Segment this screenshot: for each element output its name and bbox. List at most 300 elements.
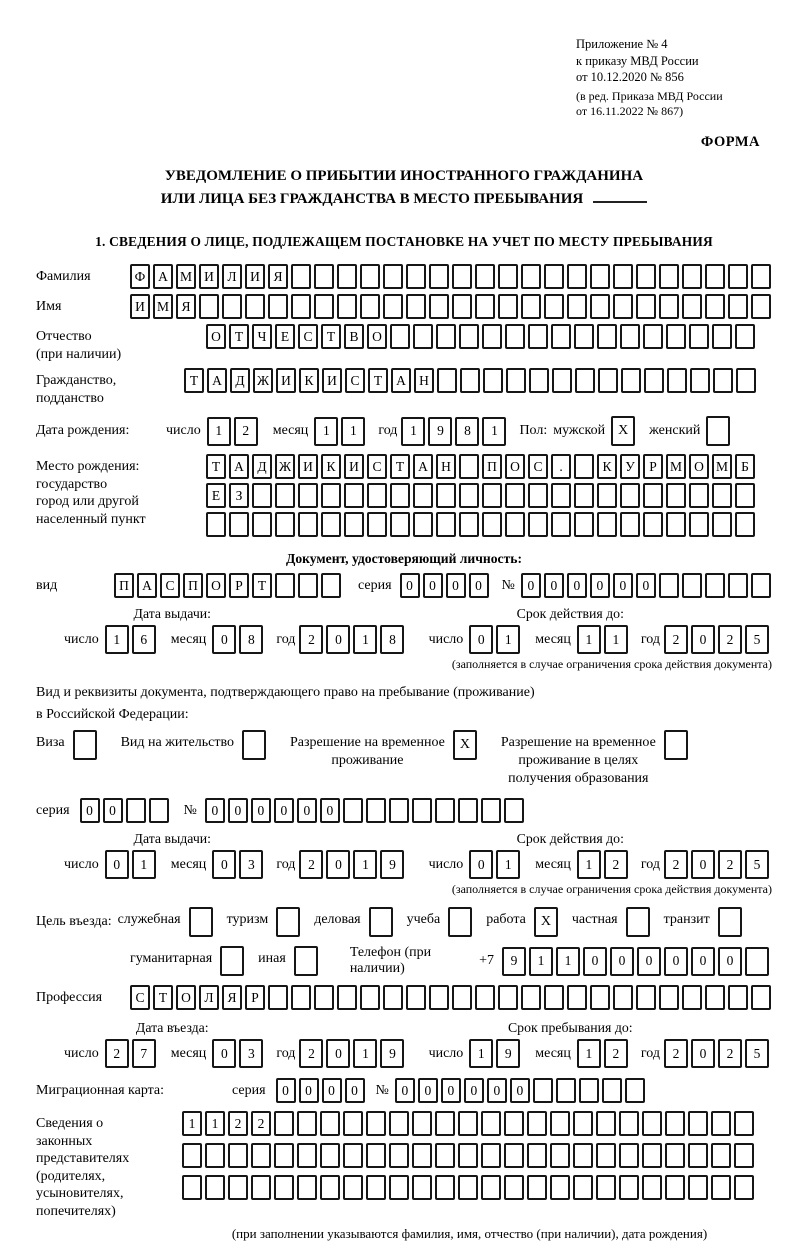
option-temp-residence-education[interactable] <box>501 730 688 789</box>
doc-number-boxes[interactable] <box>521 573 774 598</box>
char-box[interactable] <box>711 1175 731 1200</box>
char-box[interactable] <box>482 324 502 349</box>
char-box[interactable] <box>619 1143 639 1168</box>
char-box[interactable] <box>636 294 656 319</box>
birthplace-row2-boxes[interactable] <box>206 483 758 508</box>
char-box[interactable]: 1 <box>577 850 601 879</box>
res-issue-year-boxes[interactable] <box>299 850 407 879</box>
char-box[interactable] <box>459 512 479 537</box>
option-residence-permit[interactable] <box>121 730 266 760</box>
char-box[interactable] <box>275 512 295 537</box>
char-box[interactable] <box>575 368 595 393</box>
char-box[interactable] <box>528 512 548 537</box>
option-official[interactable] <box>118 907 213 937</box>
char-box[interactable] <box>459 324 479 349</box>
char-box[interactable] <box>475 264 495 289</box>
char-box[interactable] <box>579 1078 599 1103</box>
char-box[interactable] <box>360 294 380 319</box>
res-valid-month-boxes[interactable] <box>577 850 631 879</box>
char-box[interactable]: 0 <box>441 1078 461 1103</box>
char-box[interactable]: О <box>505 454 525 479</box>
char-box[interactable]: 0 <box>691 625 715 654</box>
char-box[interactable]: Я <box>268 264 288 289</box>
char-box[interactable] <box>505 483 525 508</box>
humanitarian-checkbox[interactable] <box>220 946 244 976</box>
char-box[interactable] <box>452 294 472 319</box>
char-box[interactable]: В <box>344 324 364 349</box>
other-checkbox[interactable] <box>294 946 318 976</box>
char-box[interactable] <box>343 1143 363 1168</box>
char-box[interactable]: 0 <box>423 573 443 598</box>
char-box[interactable]: 0 <box>469 573 489 598</box>
char-box[interactable] <box>751 573 771 598</box>
citizenship-boxes[interactable] <box>184 368 759 393</box>
char-box[interactable] <box>343 1175 363 1200</box>
char-box[interactable]: 0 <box>544 573 564 598</box>
char-box[interactable]: 3 <box>239 850 263 879</box>
char-box[interactable]: Р <box>229 573 249 598</box>
stay-year-boxes[interactable] <box>664 1039 772 1068</box>
char-box[interactable] <box>735 483 755 508</box>
char-box[interactable]: 2 <box>228 1111 248 1136</box>
char-box[interactable] <box>504 1143 524 1168</box>
char-box[interactable] <box>602 1078 622 1103</box>
char-box[interactable] <box>751 985 771 1010</box>
char-box[interactable] <box>245 294 265 319</box>
char-box[interactable]: 1 <box>105 625 129 654</box>
option-work[interactable] <box>486 907 558 937</box>
char-box[interactable]: 0 <box>322 1078 342 1103</box>
char-box[interactable]: 9 <box>502 947 526 976</box>
char-box[interactable] <box>412 1111 432 1136</box>
char-box[interactable] <box>590 985 610 1010</box>
profession-boxes[interactable] <box>130 985 774 1010</box>
char-box[interactable] <box>551 324 571 349</box>
char-box[interactable] <box>551 483 571 508</box>
char-box[interactable] <box>252 512 272 537</box>
char-box[interactable]: 7 <box>132 1039 156 1068</box>
char-box[interactable]: 0 <box>510 1078 530 1103</box>
char-box[interactable]: Т <box>252 573 272 598</box>
char-box[interactable]: 1 <box>353 625 377 654</box>
char-box[interactable]: 2 <box>718 1039 742 1068</box>
char-box[interactable] <box>521 264 541 289</box>
char-box[interactable] <box>297 1143 317 1168</box>
char-box[interactable] <box>413 483 433 508</box>
birthplace-row3-boxes[interactable] <box>206 512 758 537</box>
char-box[interactable]: Р <box>245 985 265 1010</box>
char-box[interactable]: 0 <box>400 573 420 598</box>
char-box[interactable]: 0 <box>464 1078 484 1103</box>
char-box[interactable]: Д <box>230 368 250 393</box>
entry-year-boxes[interactable] <box>299 1039 407 1068</box>
char-box[interactable] <box>528 483 548 508</box>
doc-issue-day-boxes[interactable] <box>105 625 159 654</box>
char-box[interactable] <box>625 1078 645 1103</box>
char-box[interactable] <box>552 368 572 393</box>
char-box[interactable]: 2 <box>299 850 323 879</box>
char-box[interactable] <box>389 1143 409 1168</box>
char-box[interactable] <box>521 294 541 319</box>
residence-permit-checkbox[interactable] <box>242 730 266 760</box>
char-box[interactable] <box>390 512 410 537</box>
char-box[interactable]: Н <box>436 454 456 479</box>
option-visa[interactable] <box>36 730 97 760</box>
char-box[interactable] <box>389 798 409 823</box>
char-box[interactable] <box>229 512 249 537</box>
char-box[interactable] <box>596 1143 616 1168</box>
char-box[interactable]: 0 <box>590 573 610 598</box>
char-box[interactable] <box>598 368 618 393</box>
char-box[interactable]: 0 <box>80 798 100 823</box>
char-box[interactable]: 1 <box>132 850 156 879</box>
char-box[interactable]: 0 <box>345 1078 365 1103</box>
char-box[interactable] <box>275 573 295 598</box>
res-valid-year-boxes[interactable] <box>664 850 772 879</box>
char-box[interactable] <box>574 324 594 349</box>
char-box[interactable] <box>482 512 502 537</box>
char-box[interactable]: 2 <box>604 850 628 879</box>
option-study[interactable] <box>407 907 473 937</box>
char-box[interactable]: Ч <box>252 324 272 349</box>
char-box[interactable] <box>337 264 357 289</box>
char-box[interactable] <box>268 985 288 1010</box>
char-box[interactable] <box>274 1175 294 1200</box>
private-checkbox[interactable] <box>626 907 650 937</box>
char-box[interactable]: 0 <box>567 573 587 598</box>
char-box[interactable] <box>481 1175 501 1200</box>
char-box[interactable] <box>688 1175 708 1200</box>
char-box[interactable] <box>251 1175 271 1200</box>
char-box[interactable] <box>597 324 617 349</box>
char-box[interactable] <box>667 368 687 393</box>
char-box[interactable]: П <box>183 573 203 598</box>
char-box[interactable] <box>390 483 410 508</box>
char-box[interactable]: 8 <box>239 625 263 654</box>
char-box[interactable]: Т <box>321 324 341 349</box>
char-box[interactable]: 0 <box>691 947 715 976</box>
char-box[interactable] <box>666 512 686 537</box>
entry-day-boxes[interactable] <box>105 1039 159 1068</box>
char-box[interactable] <box>291 264 311 289</box>
char-box[interactable] <box>337 985 357 1010</box>
option-tourism[interactable] <box>227 907 301 937</box>
temp-residence-checkbox[interactable]: X <box>453 730 477 760</box>
doc-series-boxes[interactable] <box>400 573 492 598</box>
char-box[interactable]: Ф <box>130 264 150 289</box>
char-box[interactable] <box>551 512 571 537</box>
char-box[interactable]: 0 <box>637 947 661 976</box>
option-transit[interactable] <box>664 907 742 937</box>
temp-residence-edu-checkbox[interactable] <box>664 730 688 760</box>
char-box[interactable] <box>344 512 364 537</box>
char-box[interactable] <box>712 324 732 349</box>
char-box[interactable] <box>567 294 587 319</box>
char-box[interactable] <box>533 1078 553 1103</box>
char-box[interactable] <box>343 798 363 823</box>
char-box[interactable] <box>481 1111 501 1136</box>
char-box[interactable]: 0 <box>636 573 656 598</box>
char-box[interactable] <box>745 947 769 976</box>
char-box[interactable]: И <box>322 368 342 393</box>
char-box[interactable]: 0 <box>212 1039 236 1068</box>
char-box[interactable]: С <box>367 454 387 479</box>
char-box[interactable] <box>429 264 449 289</box>
char-box[interactable]: 0 <box>521 573 541 598</box>
char-box[interactable] <box>475 294 495 319</box>
option-business[interactable] <box>314 907 392 937</box>
char-box[interactable] <box>321 573 341 598</box>
res-series-boxes[interactable] <box>80 798 172 823</box>
char-box[interactable] <box>435 1143 455 1168</box>
char-box[interactable] <box>298 483 318 508</box>
char-box[interactable] <box>712 512 732 537</box>
char-box[interactable] <box>705 985 725 1010</box>
char-box[interactable]: 0 <box>326 625 350 654</box>
char-box[interactable]: 2 <box>604 1039 628 1068</box>
char-box[interactable] <box>544 985 564 1010</box>
char-box[interactable]: 0 <box>299 1078 319 1103</box>
char-box[interactable] <box>659 294 679 319</box>
char-box[interactable]: 0 <box>691 850 715 879</box>
char-box[interactable] <box>751 264 771 289</box>
char-box[interactable]: А <box>413 454 433 479</box>
surname-boxes[interactable] <box>130 264 774 289</box>
char-box[interactable] <box>689 483 709 508</box>
char-box[interactable] <box>366 1111 386 1136</box>
char-box[interactable] <box>321 512 341 537</box>
char-box[interactable] <box>275 483 295 508</box>
char-box[interactable] <box>659 573 679 598</box>
char-box[interactable] <box>291 294 311 319</box>
char-box[interactable]: 8 <box>455 417 479 446</box>
char-box[interactable]: 8 <box>380 625 404 654</box>
work-checkbox[interactable]: X <box>534 907 558 937</box>
char-box[interactable]: И <box>344 454 364 479</box>
char-box[interactable] <box>366 798 386 823</box>
char-box[interactable]: 0 <box>691 1039 715 1068</box>
res-number-boxes[interactable] <box>205 798 527 823</box>
char-box[interactable]: О <box>367 324 387 349</box>
business-checkbox[interactable] <box>369 907 393 937</box>
res-valid-day-boxes[interactable] <box>469 850 523 879</box>
char-box[interactable] <box>458 798 478 823</box>
char-box[interactable]: 0 <box>212 850 236 879</box>
char-box[interactable]: С <box>345 368 365 393</box>
char-box[interactable]: К <box>321 454 341 479</box>
char-box[interactable]: 9 <box>380 1039 404 1068</box>
char-box[interactable] <box>620 512 640 537</box>
char-box[interactable] <box>574 454 594 479</box>
char-box[interactable] <box>182 1175 202 1200</box>
char-box[interactable] <box>613 264 633 289</box>
res-issue-day-boxes[interactable] <box>105 850 159 879</box>
char-box[interactable] <box>728 294 748 319</box>
char-box[interactable] <box>337 294 357 319</box>
stay-day-boxes[interactable] <box>469 1039 523 1068</box>
option-private[interactable] <box>572 907 650 937</box>
char-box[interactable] <box>728 985 748 1010</box>
char-box[interactable]: Т <box>368 368 388 393</box>
char-box[interactable] <box>574 512 594 537</box>
char-box[interactable]: М <box>176 264 196 289</box>
char-box[interactable] <box>504 1111 524 1136</box>
char-box[interactable]: А <box>153 264 173 289</box>
char-box[interactable]: Л <box>222 264 242 289</box>
study-checkbox[interactable] <box>448 907 472 937</box>
char-box[interactable] <box>659 985 679 1010</box>
char-box[interactable] <box>688 1111 708 1136</box>
char-box[interactable] <box>228 1143 248 1168</box>
char-box[interactable]: 0 <box>446 573 466 598</box>
char-box[interactable]: 1 <box>577 1039 601 1068</box>
char-box[interactable] <box>621 368 641 393</box>
char-box[interactable] <box>665 1143 685 1168</box>
char-box[interactable] <box>458 1175 478 1200</box>
char-box[interactable] <box>252 483 272 508</box>
char-box[interactable]: 0 <box>320 798 340 823</box>
char-box[interactable] <box>482 483 502 508</box>
char-box[interactable]: 3 <box>239 1039 263 1068</box>
char-box[interactable] <box>297 1175 317 1200</box>
char-box[interactable]: 1 <box>556 947 580 976</box>
char-box[interactable]: И <box>199 264 219 289</box>
char-box[interactable]: 1 <box>496 850 520 879</box>
char-box[interactable] <box>666 324 686 349</box>
visa-checkbox[interactable] <box>73 730 97 760</box>
char-box[interactable]: 2 <box>105 1039 129 1068</box>
doc-kind-boxes[interactable] <box>114 573 344 598</box>
char-box[interactable] <box>199 294 219 319</box>
char-box[interactable]: 0 <box>326 1039 350 1068</box>
transit-checkbox[interactable] <box>718 907 742 937</box>
option-humanitarian[interactable] <box>130 946 244 976</box>
char-box[interactable] <box>613 985 633 1010</box>
char-box[interactable]: 1 <box>182 1111 202 1136</box>
representatives-row1-boxes[interactable] <box>182 1111 757 1136</box>
char-box[interactable] <box>498 985 518 1010</box>
char-box[interactable] <box>665 1111 685 1136</box>
char-box[interactable] <box>320 1175 340 1200</box>
char-box[interactable] <box>452 985 472 1010</box>
char-box[interactable]: 0 <box>326 850 350 879</box>
char-box[interactable] <box>498 264 518 289</box>
char-box[interactable]: И <box>276 368 296 393</box>
char-box[interactable] <box>205 1143 225 1168</box>
char-box[interactable] <box>705 294 725 319</box>
patronymic-boxes[interactable] <box>206 324 758 349</box>
char-box[interactable] <box>527 1143 547 1168</box>
option-temp-residence[interactable] <box>290 730 477 770</box>
char-box[interactable]: М <box>153 294 173 319</box>
char-box[interactable]: 1 <box>401 417 425 446</box>
birth-day-boxes[interactable] <box>207 417 261 446</box>
char-box[interactable]: И <box>130 294 150 319</box>
char-box[interactable] <box>205 1175 225 1200</box>
char-box[interactable]: 0 <box>251 798 271 823</box>
char-box[interactable] <box>436 483 456 508</box>
char-box[interactable] <box>504 1175 524 1200</box>
char-box[interactable]: О <box>206 573 226 598</box>
char-box[interactable]: Е <box>206 483 226 508</box>
birth-year-boxes[interactable] <box>401 417 509 446</box>
char-box[interactable]: С <box>528 454 548 479</box>
char-box[interactable] <box>573 1143 593 1168</box>
char-box[interactable] <box>504 798 524 823</box>
char-box[interactable] <box>314 264 334 289</box>
char-box[interactable] <box>689 512 709 537</box>
char-box[interactable]: А <box>229 454 249 479</box>
char-box[interactable]: 1 <box>577 625 601 654</box>
char-box[interactable] <box>620 483 640 508</box>
char-box[interactable] <box>498 294 518 319</box>
char-box[interactable] <box>751 294 771 319</box>
char-box[interactable] <box>344 483 364 508</box>
char-box[interactable]: 1 <box>604 625 628 654</box>
char-box[interactable]: 1 <box>469 1039 493 1068</box>
char-box[interactable] <box>268 294 288 319</box>
char-box[interactable] <box>383 294 403 319</box>
char-box[interactable]: С <box>160 573 180 598</box>
char-box[interactable] <box>436 324 456 349</box>
char-box[interactable] <box>620 324 640 349</box>
res-issue-month-boxes[interactable] <box>212 850 266 879</box>
char-box[interactable]: 5 <box>745 850 769 879</box>
char-box[interactable]: 0 <box>228 798 248 823</box>
char-box[interactable] <box>643 483 663 508</box>
char-box[interactable]: 1 <box>207 417 231 446</box>
birth-month-boxes[interactable] <box>314 417 368 446</box>
char-box[interactable] <box>527 1111 547 1136</box>
char-box[interactable] <box>274 1111 294 1136</box>
char-box[interactable] <box>429 985 449 1010</box>
char-box[interactable]: А <box>137 573 157 598</box>
char-box[interactable] <box>452 264 472 289</box>
char-box[interactable] <box>597 483 617 508</box>
char-box[interactable] <box>383 985 403 1010</box>
char-box[interactable]: 2 <box>664 850 688 879</box>
char-box[interactable]: 0 <box>105 850 129 879</box>
birthplace-row1-boxes[interactable] <box>206 454 758 479</box>
char-box[interactable] <box>550 1175 570 1200</box>
char-box[interactable]: О <box>689 454 709 479</box>
char-box[interactable] <box>735 512 755 537</box>
char-box[interactable] <box>529 368 549 393</box>
char-box[interactable] <box>688 1143 708 1168</box>
char-box[interactable] <box>298 512 318 537</box>
char-box[interactable]: 5 <box>745 625 769 654</box>
char-box[interactable] <box>711 1111 731 1136</box>
char-box[interactable]: Т <box>206 454 226 479</box>
char-box[interactable] <box>435 798 455 823</box>
tourism-checkbox[interactable] <box>276 907 300 937</box>
char-box[interactable]: 1 <box>314 417 338 446</box>
char-box[interactable]: 5 <box>745 1039 769 1068</box>
char-box[interactable]: А <box>207 368 227 393</box>
char-box[interactable] <box>642 1143 662 1168</box>
char-box[interactable]: 9 <box>496 1039 520 1068</box>
char-box[interactable] <box>642 1175 662 1200</box>
char-box[interactable] <box>550 1111 570 1136</box>
char-box[interactable] <box>320 1143 340 1168</box>
char-box[interactable] <box>458 1111 478 1136</box>
char-box[interactable] <box>736 368 756 393</box>
char-box[interactable] <box>321 483 341 508</box>
char-box[interactable]: Я <box>222 985 242 1010</box>
char-box[interactable] <box>590 294 610 319</box>
char-box[interactable] <box>713 368 733 393</box>
char-box[interactable] <box>712 483 732 508</box>
